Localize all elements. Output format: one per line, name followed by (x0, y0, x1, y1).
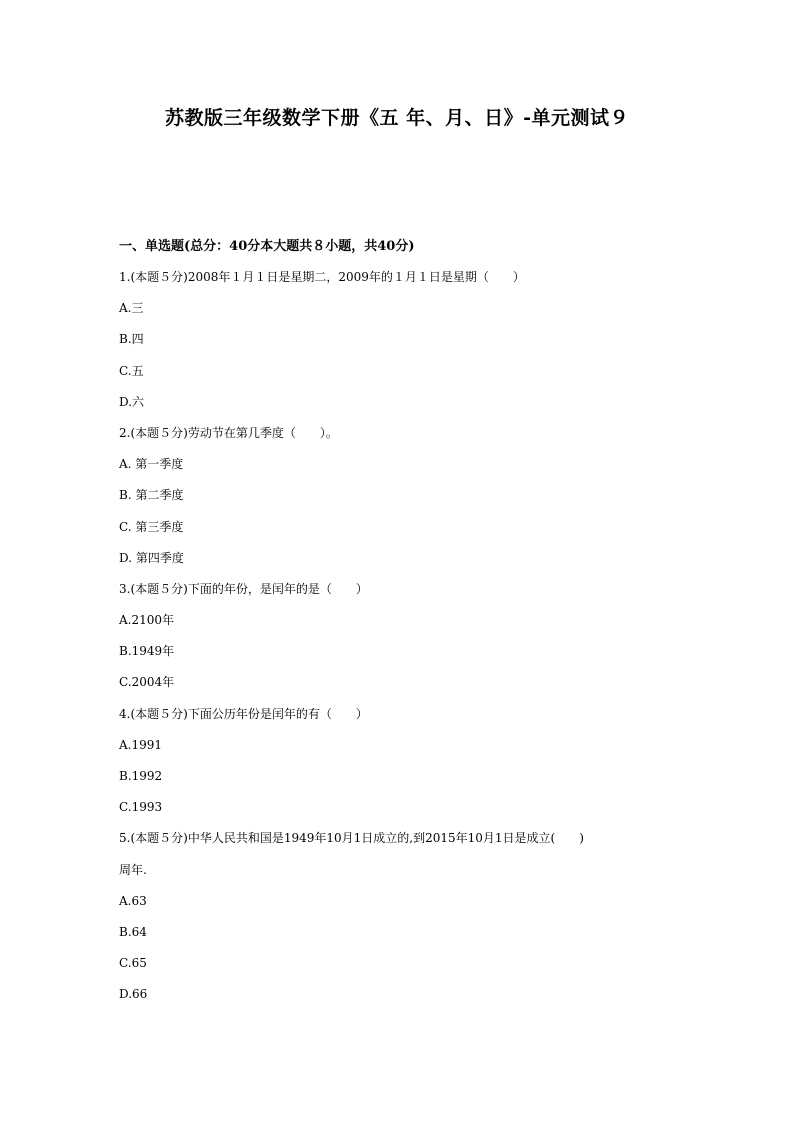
question-stem: 3.(本题５分)下面的年份，是闰年的是（ ） (119, 581, 368, 596)
option-b: B. 第二季度 (119, 488, 184, 503)
question-1 (119, 267, 699, 413)
option-c: C.65 (119, 956, 147, 971)
option-a: A.63 (119, 893, 147, 908)
option-a: A.1991 (119, 737, 163, 752)
option-b: B.四 (119, 332, 144, 347)
option-b: B.64 (119, 924, 147, 939)
option-c: C.2004年 (119, 675, 175, 690)
question-stem: 1.(本题５分)2008年１月１日是星期二，2009年的１月１日是星期（ ） (119, 270, 525, 284)
option-a: A.2100年 (119, 613, 175, 628)
option-c: C.五 (119, 363, 144, 378)
option-d: D.六 (119, 394, 145, 409)
section-header: 一、单选题(总分：40分本大题共８小题，共40分) (119, 239, 415, 254)
option-a: A. 第一季度 (119, 457, 184, 472)
question-4 (119, 704, 699, 819)
option-b: B.1949年 (119, 644, 175, 659)
question-stem: 4.(本题５分)下面公历年份是闰年的有（ ） (119, 706, 368, 721)
option-c: C.1993 (119, 800, 163, 815)
option-c: C. 第三季度 (119, 519, 184, 534)
option-d: D.66 (119, 987, 148, 1002)
question-2 (119, 423, 699, 569)
option-d: D. 第四季度 (119, 550, 184, 565)
question-stem: 2.(本题５分)劳动节在第几季度（ ）。 (119, 425, 338, 440)
page-title: 苏教版三年级数学下册《五 年、月、日》-单元测试９ (164, 107, 629, 129)
question-list (119, 236, 699, 1016)
question-5 (119, 828, 699, 1005)
option-a: A.三 (119, 301, 144, 316)
question-stem: 5.(本题５分)中华人民共和国是1949年10月1日成立的,到2015年10月1日是成立( ) (119, 831, 584, 846)
question-stem-continuation: 周年. (119, 862, 147, 877)
option-b: B.1992 (119, 769, 163, 783)
question-3 (119, 579, 699, 694)
